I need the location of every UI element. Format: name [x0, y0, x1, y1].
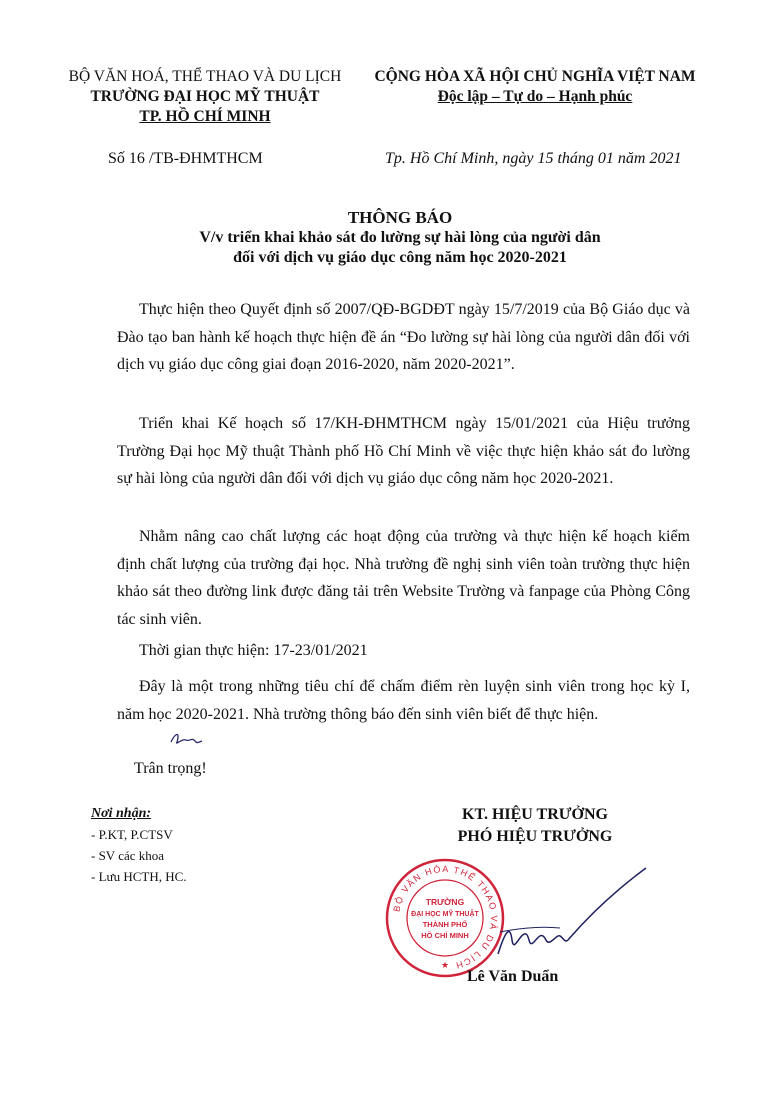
seal-center-line: ĐẠI HỌC MỸ THUẬT — [411, 911, 479, 918]
recipients-heading: Nơi nhận: — [91, 806, 152, 821]
handwritten-signature — [460, 862, 660, 982]
paragraph-5: Đây là một trong những tiêu chí để chấm điểm rèn luyện sinh viên trong học kỳ I, năm học 2020-2021. Nhà trường thông báo đến sinh viên biết để thực hiện. — [117, 678, 690, 723]
seal-ring-text: BỘ VĂN HÓA THỂ THAO VÀ DU LỊCH — [391, 863, 500, 971]
signer-title-1: KT. HIỆU TRƯỞNG — [462, 806, 608, 823]
signer-name: Lê Văn Duẩn — [467, 968, 559, 985]
recipient-item: - P.KT, P.CTSV — [91, 827, 173, 842]
initials-mark — [168, 728, 204, 750]
country-name: CỘNG HÒA XÃ HỘI CHỦ NGHĨA VIỆT NAM — [374, 68, 696, 85]
paragraph-4: Thời gian thực hiện: 17-23/01/2021 — [139, 642, 368, 659]
recipient-item: - Lưu HCTH, HC. — [91, 869, 187, 884]
header-left — [60, 67, 350, 127]
paragraph-1: Thực hiện theo Quyết định số 2007/QĐ-BGDĐT ngày 15/7/2019 của Bộ Giáo dục và Đào tạo ban hành kế hoạch thực hiện đề án “Đo lường sự hài lòng của người dân đối với dịch vụ giáo dục công giai đoạn 2016-2020, năm 2020-2021”. — [117, 301, 690, 373]
school-name-line1: TRƯỜNG ĐẠI HỌC MỸ THUẬT — [90, 88, 320, 105]
seal-center-line: TRƯỜNG — [425, 897, 465, 907]
seal-center-line: HỒ CHÍ MINH — [421, 931, 469, 940]
seal-center-line: THÀNH PHỐ — [422, 920, 468, 929]
closing-greeting: Trân trọng! — [134, 760, 207, 777]
title-subject-line1: V/v triển khai khảo sát đo lường sự hài lòng của người dân — [199, 229, 601, 246]
recipients — [91, 803, 187, 887]
document-number: Số 16 /TB-ĐHMTHCM — [108, 150, 263, 167]
document-title — [100, 208, 700, 268]
paragraph-2: Triển khai Kế hoạch số 17/KH-ĐHMTHCM ngày 15/01/2021 của Hiệu trưởng Trường Đại học Mỹ thuật Thành phố Hồ Chí Minh về việc thực hiện khảo sát đo lường sự hài lòng của người dân đối với dịch vụ giáo dục công năm học 2020-2021. — [117, 415, 690, 487]
ministry-name: BỘ VĂN HOÁ, THỂ THAO VÀ DU LỊCH — [68, 68, 342, 85]
title-subject-line2: đối với dịch vụ giáo dục công năm học 2020-2021 — [233, 249, 567, 266]
header-right — [360, 67, 710, 107]
seal-star-icon: ★ — [440, 961, 450, 971]
paragraph-3: Nhằm nâng cao chất lượng các hoạt động của trường và thực hiện kế hoạch kiểm định chất lượng của trường đại học. Nhà trường đề nghị sinh viên toàn trường thực hiện khảo sát theo đường link được đăng tải trên Website Trường và fanpage của Phòng Công tác sinh viên. — [117, 528, 690, 628]
place-date: Tp. Hồ Chí Minh, ngày 15 tháng 01 năm 2021 — [385, 150, 682, 167]
school-name-line2: TP. HỒ CHÍ MINH — [139, 108, 271, 125]
national-motto: Độc lập – Tự do – Hạnh phúc — [437, 88, 633, 105]
signer-title-2: PHÓ HIỆU TRƯỞNG — [457, 828, 613, 845]
title-main: THÔNG BÁO — [347, 208, 453, 227]
recipient-item: - SV các khoa — [91, 848, 165, 863]
signature-block — [415, 804, 655, 848]
